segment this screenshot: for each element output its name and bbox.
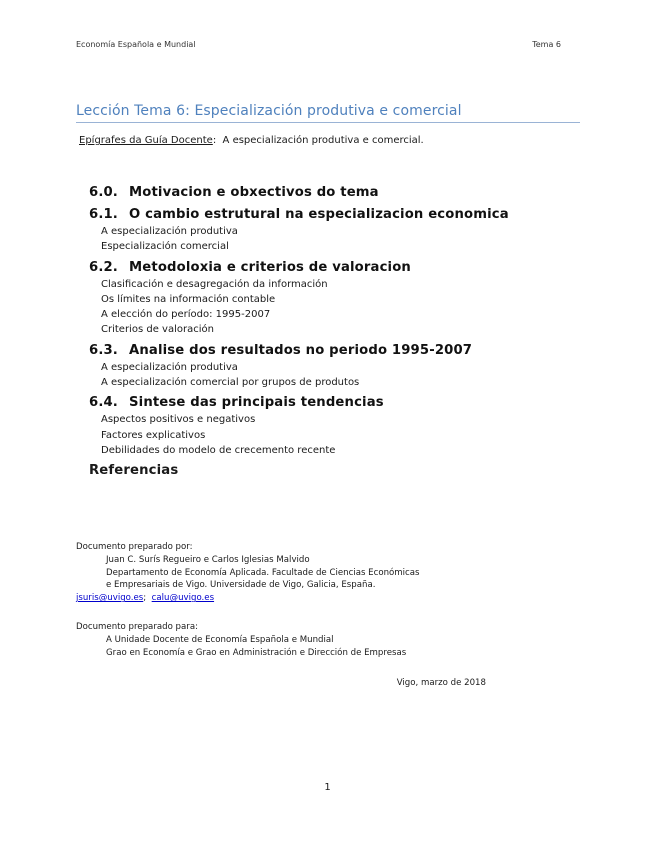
- section-heading: [89, 394, 589, 412]
- page-title: Lección Tema 6: Especialización produtiva e comercial: [76, 103, 462, 119]
- email-line: [76, 592, 420, 605]
- section-title: Motivacion e obxectivos do tema: [129, 185, 379, 200]
- guide-separator: :: [212, 135, 217, 146]
- section-heading: [89, 184, 589, 202]
- section-heading: [89, 206, 589, 224]
- document-date: Vigo, marzo de 2018: [396, 678, 486, 688]
- prepared-for-degree: Grao en Economía e Grao en Administración e Dirección de Empresas: [106, 647, 407, 658]
- section-number: 6.3.: [89, 342, 118, 358]
- subsection-item: Aspectos positivos e negativos: [101, 414, 256, 426]
- subsection-item: A especialización produtiva: [101, 361, 238, 373]
- subsection-item: Os límites na información contable: [101, 293, 276, 305]
- section-heading: [89, 342, 589, 360]
- guide-line: [79, 135, 424, 146]
- subsection-item: Criterios de valoración: [101, 324, 214, 336]
- prepared-by-label: Documento preparado por:: [76, 542, 193, 552]
- subsection-item: A especialización comercial por grupos de produtos: [101, 377, 360, 389]
- subsection-item: Clasificación e desagregación da información: [101, 278, 328, 290]
- section-number: 6.0.: [89, 185, 118, 200]
- subsection-item: A especialización produtiva: [101, 226, 238, 237]
- subsection-item: Factores explicativos: [101, 429, 206, 441]
- prepared-for-block: [76, 621, 406, 659]
- section-title: Analise dos resultados no periodo 1995-2007: [129, 342, 473, 358]
- guide-text: A especialización produtiva e comercial.: [222, 135, 424, 146]
- prepared-for-unit: A Unidade Docente de Economía Española e Mundial: [106, 634, 334, 645]
- authors: Juan C. Surís Regueiro e Carlos Iglesias Malvido: [106, 554, 310, 565]
- header-course: Economía Española e Mundial: [76, 40, 196, 49]
- references-heading: Referencias: [89, 463, 179, 479]
- title-underline: [76, 122, 580, 123]
- subsection-item: Especialización comercial: [101, 241, 229, 253]
- section-number: 6.1.: [89, 207, 118, 222]
- guide-label: Epígrafes da Guía Docente: [79, 135, 213, 146]
- header-topic: Tema 6: [532, 40, 561, 49]
- email-link-calu[interactable]: calu@uvigo.es: [151, 593, 215, 604]
- page-number: 1: [324, 782, 331, 793]
- table-of-contents: [89, 184, 589, 480]
- section-number: 6.2.: [89, 259, 118, 275]
- subsection-item: A elección do período: 1995-2007: [101, 309, 271, 321]
- section-title: Sintese das principais tendencias: [129, 395, 384, 411]
- prepared-by-block: [76, 541, 420, 605]
- email-separator: ;: [143, 593, 147, 604]
- prepared-for-label: Documento preparado para:: [76, 622, 198, 632]
- department-line-2: e Empresariais de Vigo. Universidade de Vigo, Galicia, España.: [106, 580, 376, 591]
- section-title: Metodoloxia e criterios de valoracion: [129, 259, 411, 275]
- section-heading: [89, 259, 589, 277]
- section-title: O cambio estrutural na especializacion economica: [129, 207, 509, 222]
- email-link-suris[interactable]: jsuris@uvigo.es: [76, 593, 144, 604]
- subsection-item: Debilidades do modelo de crecemento recente: [101, 444, 336, 456]
- section-number: 6.4.: [89, 395, 118, 411]
- department-line-1: Departamento de Economía Aplicada. Facultade de Ciencias Económicas: [106, 567, 420, 578]
